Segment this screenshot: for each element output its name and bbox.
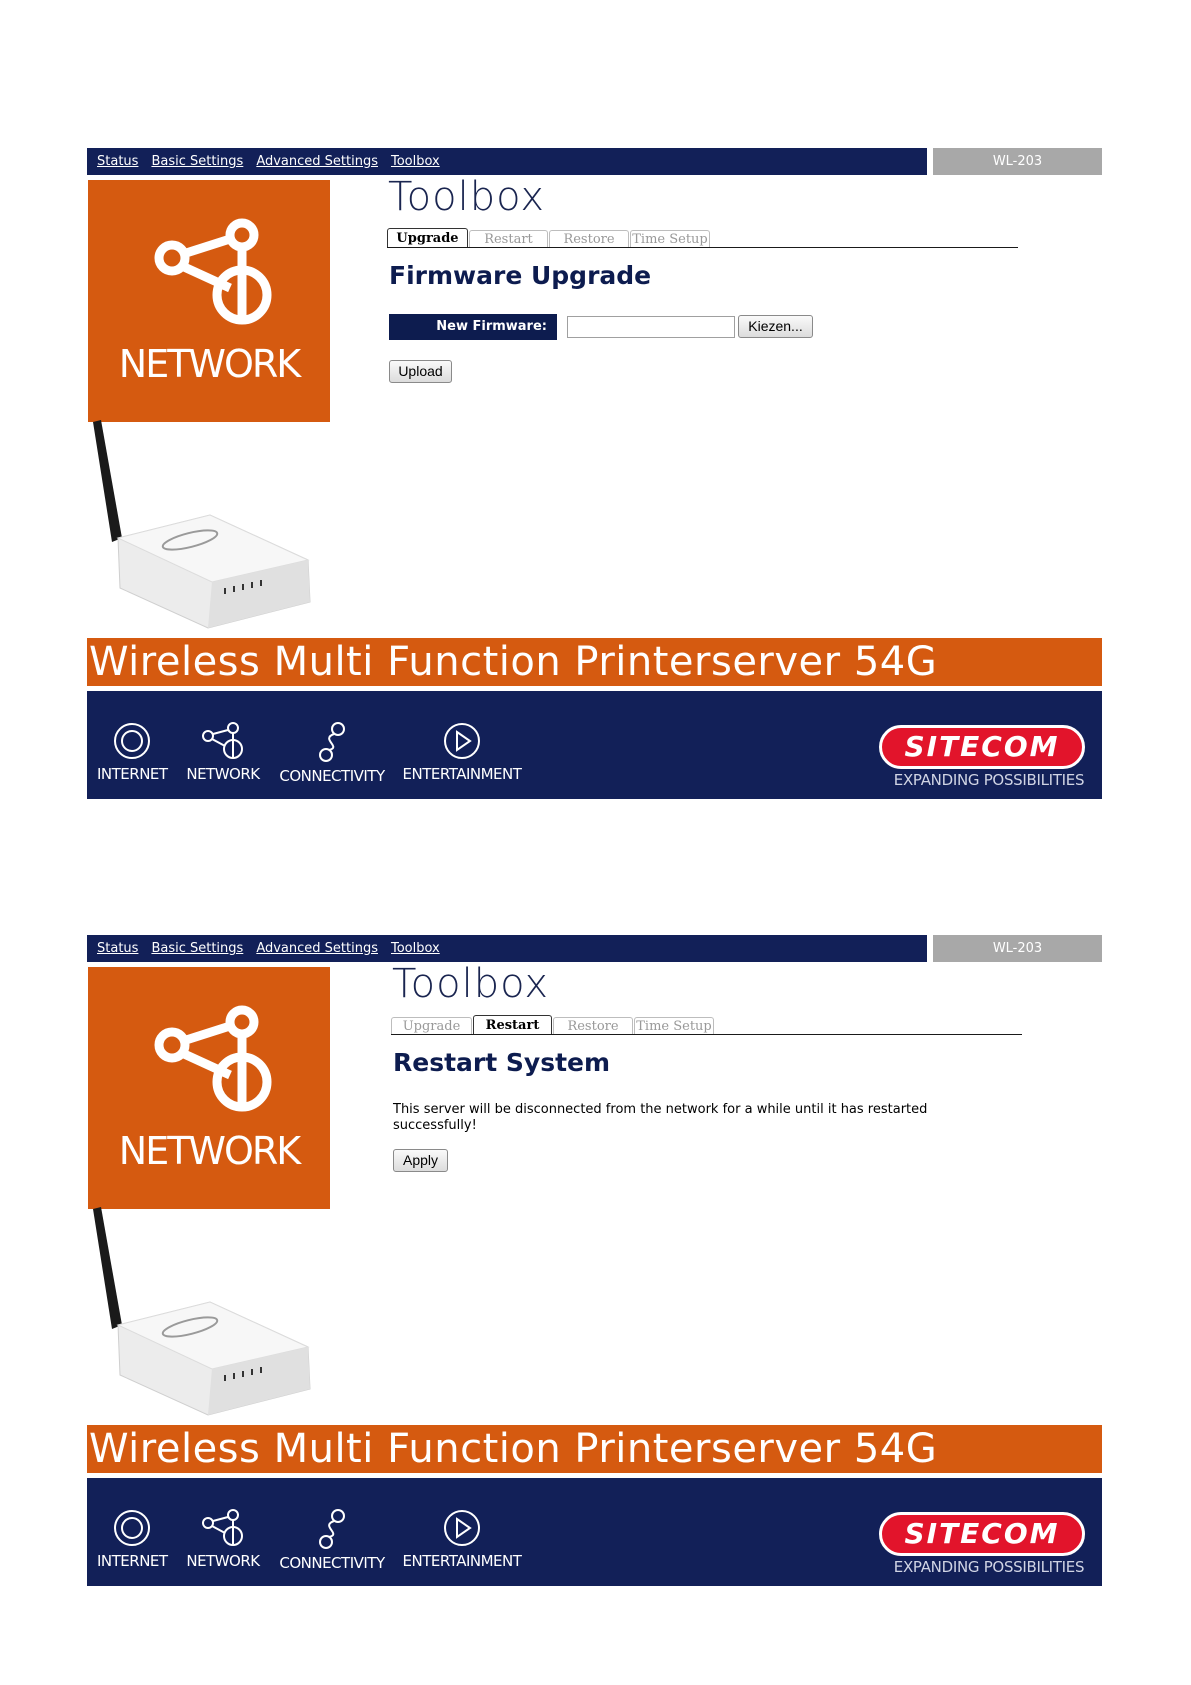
footer-connectivity-label: CONNECTIVITY: [279, 767, 385, 785]
footer-network: [183, 721, 263, 783]
footer-connectivity: [277, 721, 387, 785]
tab-restart[interactable]: Restart: [473, 1015, 552, 1034]
model-badge: WL-203: [933, 935, 1102, 962]
footer-entertainment-label: ENTERTAINMENT: [402, 765, 522, 783]
product-banner: Wireless Multi Function Printerserver 54G: [87, 1425, 1102, 1473]
product-banner: Wireless Multi Function Printerserver 54G: [87, 638, 1102, 686]
footer-entertainment-label: ENTERTAINMENT: [402, 1552, 522, 1570]
model-badge: WL-203: [933, 148, 1102, 175]
network-icon: [152, 1005, 272, 1115]
play-icon: [442, 1508, 482, 1548]
tab-restore[interactable]: Restore: [549, 230, 629, 247]
tagline: EXPANDING POSSIBILITIES: [893, 771, 1085, 789]
nav-advanced-settings-link[interactable]: Advanced Settings: [256, 154, 378, 169]
nav-status-link[interactable]: Status: [97, 941, 139, 956]
footer-internet: [97, 721, 167, 783]
page-title: Toolbox: [392, 961, 549, 1007]
internet-icon: [112, 721, 152, 761]
nav-basic-settings-link[interactable]: Basic Settings: [151, 941, 244, 956]
network-icon: [201, 721, 245, 761]
section-heading: Restart System: [393, 1048, 611, 1077]
tab-time-setup[interactable]: Time Setup: [634, 1017, 714, 1034]
printserver-device-image: [90, 420, 320, 635]
tab-upgrade[interactable]: Upgrade: [391, 1017, 472, 1034]
upgrade-screen: [0, 148, 1191, 838]
tab-restore[interactable]: Restore: [553, 1017, 633, 1034]
apply-button[interactable]: Apply: [393, 1149, 448, 1172]
footer-internet-label: INTERNET: [97, 765, 168, 783]
tab-bar: [387, 227, 1018, 248]
footer-entertainment: [397, 1508, 527, 1570]
tab-upgrade[interactable]: Upgrade: [387, 228, 468, 247]
network-panel: [88, 967, 330, 1209]
restart-message: This server will be disconnected from the network for a while until it has restarted successfully!: [393, 1102, 928, 1133]
nav-basic-settings-link[interactable]: Basic Settings: [151, 154, 244, 169]
restart-screen: [0, 935, 1191, 1625]
network-panel: [88, 180, 330, 422]
network-icon: [201, 1508, 245, 1548]
nav-advanced-settings-link[interactable]: Advanced Settings: [256, 941, 378, 956]
nav-status-link[interactable]: Status: [97, 154, 139, 169]
footer-network-label: NETWORK: [186, 765, 260, 783]
connectivity-icon: [312, 1508, 352, 1550]
network-label: NETWORK: [118, 1129, 300, 1173]
network-label: NETWORK: [118, 342, 300, 386]
section-heading: Firmware Upgrade: [389, 261, 652, 290]
footer-network: [183, 1508, 263, 1570]
connectivity-icon: [312, 721, 352, 763]
sitecom-logo: SITECOM: [879, 725, 1085, 769]
footer-internet: [97, 1508, 167, 1570]
tagline: EXPANDING POSSIBILITIES: [893, 1558, 1085, 1576]
sitecom-logo: SITECOM: [879, 1512, 1085, 1556]
play-icon: [442, 721, 482, 761]
firmware-file-input[interactable]: [567, 316, 735, 338]
footer-connectivity-label: CONNECTIVITY: [279, 1554, 385, 1572]
footer-bar: [87, 1478, 1102, 1586]
network-icon: [152, 218, 272, 328]
footer-network-label: NETWORK: [186, 1552, 260, 1570]
nav-toolbox-link[interactable]: Toolbox: [390, 154, 440, 169]
nav-toolbox-link[interactable]: Toolbox: [390, 941, 440, 956]
new-firmware-label: New Firmware:: [389, 314, 557, 340]
tab-time-setup[interactable]: Time Setup: [630, 230, 710, 247]
footer-bar: [87, 691, 1102, 799]
internet-icon: [112, 1508, 152, 1548]
footer-internet-label: INTERNET: [97, 1552, 168, 1570]
top-nav: [87, 935, 927, 962]
footer-entertainment: [397, 721, 527, 783]
footer-connectivity: [277, 1508, 387, 1572]
tab-restart[interactable]: Restart: [469, 230, 548, 247]
printserver-device-image: [90, 1207, 320, 1422]
upload-button[interactable]: Upload: [389, 360, 452, 383]
page-title: Toolbox: [388, 174, 545, 220]
browse-button[interactable]: Kiezen...: [738, 315, 813, 338]
top-nav: [87, 148, 927, 175]
tab-bar: [391, 1014, 1022, 1035]
